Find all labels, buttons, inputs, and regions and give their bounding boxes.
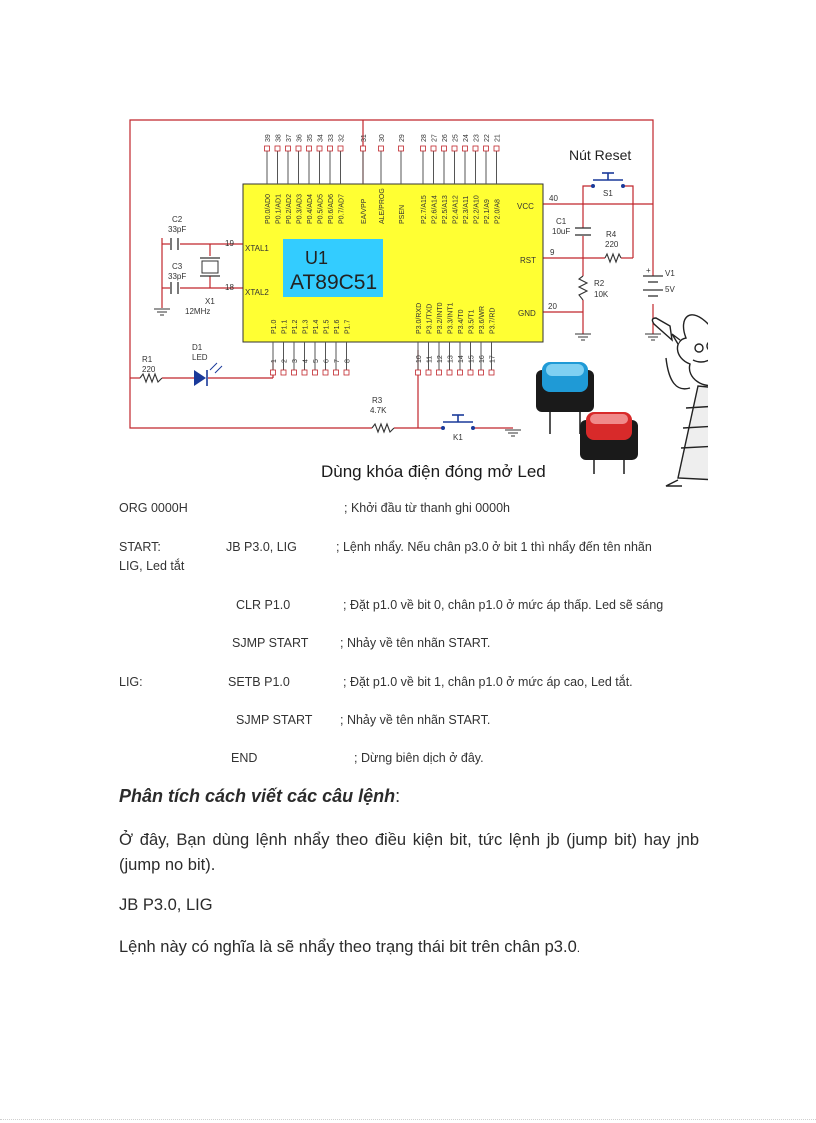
top-pin-square [494,146,499,151]
analysis-heading [119,786,400,807]
bottom-pin-label: P1.0 [271,319,278,334]
battery-icon [643,276,663,296]
code-line-7-comment: ; Dừng biên dịch ở đây. [354,751,484,765]
code-line-6-instr: SJMP START [236,713,313,727]
top-pin-number: 29 [399,134,406,142]
top-pin-label: P2.1/A9 [484,199,491,224]
top-pin-label: P0.7/AD7 [338,194,346,224]
x1-name: X1 [205,297,215,306]
top-pin-number: 25 [452,134,460,142]
code-line-4-instr: SJMP START [232,636,309,650]
cartoon-professor-icon [652,315,708,486]
analysis-heading-colon: : [395,786,401,806]
svg-text:+: + [646,266,651,275]
top-pin-number: 34 [317,134,325,142]
code-line-5-instr: SETB P1.0 [228,675,290,689]
top-pin-square [431,146,436,151]
led-rays-icon [210,363,222,373]
code-line-7-instr: END [231,751,258,765]
vcc-label: VCC [517,202,534,211]
bottom-pin-number: 17 [489,355,497,363]
bottom-pin-label: P3.3/INT1 [447,302,455,334]
resistor-r2 [579,276,587,300]
top-pin-number: 35 [307,134,314,142]
c3-value: 33pF [168,272,187,281]
top-pin-label: EA/VPP [361,198,368,224]
bottom-pin-square [271,370,276,375]
top-pin-label: P2.5/A13 [442,195,449,224]
r3-name: R3 [372,396,383,405]
bottom-pin-square [302,370,307,375]
top-pin-square [338,146,343,151]
bottom-pin-square [281,370,286,375]
vcc-pin: 40 [549,194,558,203]
capacitor-c1 [575,228,591,235]
bottom-pin-label: P3.4/T0 [458,309,465,334]
top-pin-number: 36 [296,134,304,142]
code-line-1-label: ORG 0000H [119,501,188,515]
bottom-pin-number: 15 [468,355,476,363]
ground-icon [154,309,170,315]
bottom-pin-label: P1.4 [313,319,320,334]
bottom-pin-square [437,370,442,375]
top-pin-square [473,146,478,151]
top-pin-number: 32 [338,134,346,142]
chip-part: AT89C51 [290,271,378,294]
bottom-pin-number: 4 [302,359,310,363]
r2-value: 10K [594,290,609,299]
top-pin-label: P0.1/AD1 [275,194,283,224]
top-pin-number: 37 [286,134,293,142]
r1-name: R1 [142,355,153,364]
top-pin-square [484,146,489,151]
code-line-6-comment: ; Nhảy về tên nhãn START. [340,713,491,727]
bottom-pin-number: 14 [458,355,465,363]
bottom-pin-square [447,370,452,375]
xtal2-label: XTAL2 [245,288,269,297]
bottom-pin-label: P3.7/RD [489,307,497,334]
analysis-paragraph-2: JB P3.0, LIG [119,896,213,914]
bottom-pin-number: 5 [313,359,320,363]
top-pin-square [317,146,322,151]
schematic-caption: Dùng khóa điện đóng mở Led [321,462,546,481]
code-line-4-comment: ; Nhảy về tên nhãn START. [340,636,491,650]
bottom-pin-label: P3.0/RXD [416,302,423,334]
bottom-pin-label: P1.5 [323,319,331,334]
top-pin-label: P2.3/A11 [463,195,470,224]
top-pin-number: 24 [463,134,470,142]
ground-icon [645,334,661,340]
top-pin-label: P2.4/A12 [452,195,460,224]
rst-label: RST [520,256,536,265]
top-pin-label: P0.2/AD2 [286,194,293,224]
top-pin-label: P0.6/AD6 [328,194,335,224]
c2-name: C2 [172,215,183,224]
bottom-pin-number: 3 [292,359,299,363]
crystal-x1 [202,261,218,273]
bottom-pin-number: 2 [281,359,289,363]
circuit-schematic [118,108,708,488]
analysis-heading-text: Phân tích cách viết các câu lệnh [119,786,396,806]
d1-name: D1 [192,343,203,352]
top-pin-square [307,146,312,151]
code-line-2-label: START: [119,540,161,554]
r3-value: 4.7K [370,406,387,415]
r4-name: R4 [606,230,617,239]
top-pin-label: P2.0/A8 [494,199,502,224]
top-pin-number: 31 [361,134,368,142]
bottom-pin-square [344,370,349,375]
top-pin-square [452,146,457,151]
analysis-paragraph-3-text: Lệnh này có nghĩa là sẽ nhẩy theo trạng thái bit trên chân p3.0 [119,938,577,956]
bottom-pin-number: 16 [479,355,486,363]
c1-value: 10uF [552,227,571,236]
top-pin-square [399,146,404,151]
bottom-pin-number: 6 [323,359,331,363]
bottom-pin-label: P1.2 [292,319,299,334]
top-pins [265,134,502,224]
xtal1-label: XTAL1 [245,244,269,253]
page-bottom-border [0,1119,816,1120]
top-pin-number: 26 [442,134,449,142]
bottom-pin-square [468,370,473,375]
resistor-r1 [140,374,162,382]
bottom-pin-number: 12 [437,355,444,363]
rst-pin: 9 [550,248,555,257]
bottom-pin-number: 13 [447,355,455,363]
top-pin-number: 28 [421,134,428,142]
bottom-pin-square [334,370,339,375]
top-pin-number: 27 [431,134,439,142]
top-pin-label: P2.7/A15 [421,195,428,224]
r4-value: 220 [605,240,619,249]
bottom-pin-square [479,370,484,375]
bottom-pin-label: P1.7 [344,319,352,334]
top-pin-number: 21 [494,134,502,142]
code-line-2-instr: JB P3.0, LIG [226,540,297,554]
top-pin-label: P0.3/AD3 [296,194,304,224]
top-pin-square [463,146,468,151]
top-pin-square [442,146,447,151]
code-line-3-instr: CLR P1.0 [236,598,291,612]
ground-icon [505,430,521,436]
top-pin-number: 30 [379,134,386,142]
v1-name: V1 [665,269,675,278]
code-line-2-continuation: LIG, Led tắt [119,559,185,573]
x1-value: 12MHz [185,307,211,316]
gnd-label: GND [518,309,536,318]
code-line-2-comment: ; Lệnh nhẩy. Nếu chân p3.0 ở bit 1 thì nhẩy đến tên nhãn [336,540,652,554]
reset-label: Nút Reset [569,147,632,163]
bottom-pin-label: P3.2/INT0 [437,302,444,334]
c2-value: 33pF [168,225,187,234]
top-pin-square [265,146,270,151]
bottom-pin-label: P3.1/TXD [426,303,434,334]
bottom-pin-square [323,370,328,375]
top-pin-square [328,146,333,151]
top-pin-label: P0.0/AD0 [265,194,272,224]
bottom-pin-square [313,370,318,375]
resistor-r3 [372,424,394,432]
bottom-pin-label: P3.6/WR [479,305,486,334]
top-pin-square [275,146,280,151]
led-icon [194,370,206,386]
top-pin-square [296,146,301,151]
bottom-pin-label: P3.5/T1 [468,309,476,334]
k1-name: K1 [453,433,463,442]
resistor-r4 [605,254,621,262]
top-pin-label: ALE/PROG [379,188,386,224]
d1-value: LED [192,353,208,362]
bottom-pin-label: P1.6 [334,319,341,334]
top-pin-number: 39 [265,134,272,142]
top-pin-square [361,146,366,151]
bottom-pin-number: 8 [344,359,352,363]
bottom-pin-label: P1.1 [281,319,289,334]
reset-switch-icon [593,173,623,180]
code-line-5-label: LIG: [119,675,143,689]
top-pin-number: 22 [484,134,491,142]
top-pin-label: P0.4/AD4 [307,194,314,224]
analysis-paragraph-1: Ở đây, Bạn dùng lệnh nhẩy theo điều kiện bit, tức lệnh jb (jump bit) hay jnb (jump no bit). [119,831,699,874]
bottom-pin-square [416,370,421,375]
top-pin-square [421,146,426,151]
ground-icon [575,334,591,340]
key-switch-icon [443,415,473,422]
top-pin-square [286,146,291,151]
bottom-pin-square [426,370,431,375]
bottom-pin-number: 7 [334,359,341,363]
bottom-pin-square [489,370,494,375]
gnd-pin: 20 [548,302,557,311]
bottom-pin-number: 1 [271,359,278,363]
code-line-3-comment: ; Đặt p1.0 về bit 0, chân p1.0 ở mức áp thấp. Led sẽ sáng [343,598,664,612]
bottom-pin-number: 10 [416,355,423,363]
red-pushbutton-icon [580,412,638,474]
r1-value: 220 [142,365,156,374]
c3-name: C3 [172,262,183,271]
chip-name: U1 [305,248,329,268]
top-pin-label: PSEN [399,204,406,224]
top-pin-label: P2.6/A14 [431,195,439,224]
analysis-paragraph-3-period: . [576,941,581,955]
r2-name: R2 [594,279,605,288]
code-line-1-comment: ; Khởi đầu từ thanh ghi 0000h [344,501,510,515]
top-pin-number: 23 [473,134,481,142]
top-pin-number: 33 [328,134,335,142]
top-pin-label: P0.5/AD5 [317,194,325,224]
top-pin-number: 38 [275,134,283,142]
s1-name: S1 [603,189,613,198]
top-pin-square [379,146,384,151]
xtal1-pin: 19 [225,239,234,248]
top-pin-label: P2.2/A10 [473,195,481,224]
bottom-pin-square [458,370,463,375]
code-line-5-comment: ; Đặt p1.0 về bit 1, chân p1.0 ở mức áp cao, Led tắt. [343,675,633,689]
c1-name: C1 [556,217,567,226]
bottom-pin-label: P1.3 [302,319,310,334]
analysis-paragraph-3 [119,935,580,961]
bottom-pin-square [292,370,297,375]
bottom-pin-number: 11 [426,355,434,363]
xtal2-pin: 18 [225,283,234,292]
v1-value: 5V [665,285,675,294]
